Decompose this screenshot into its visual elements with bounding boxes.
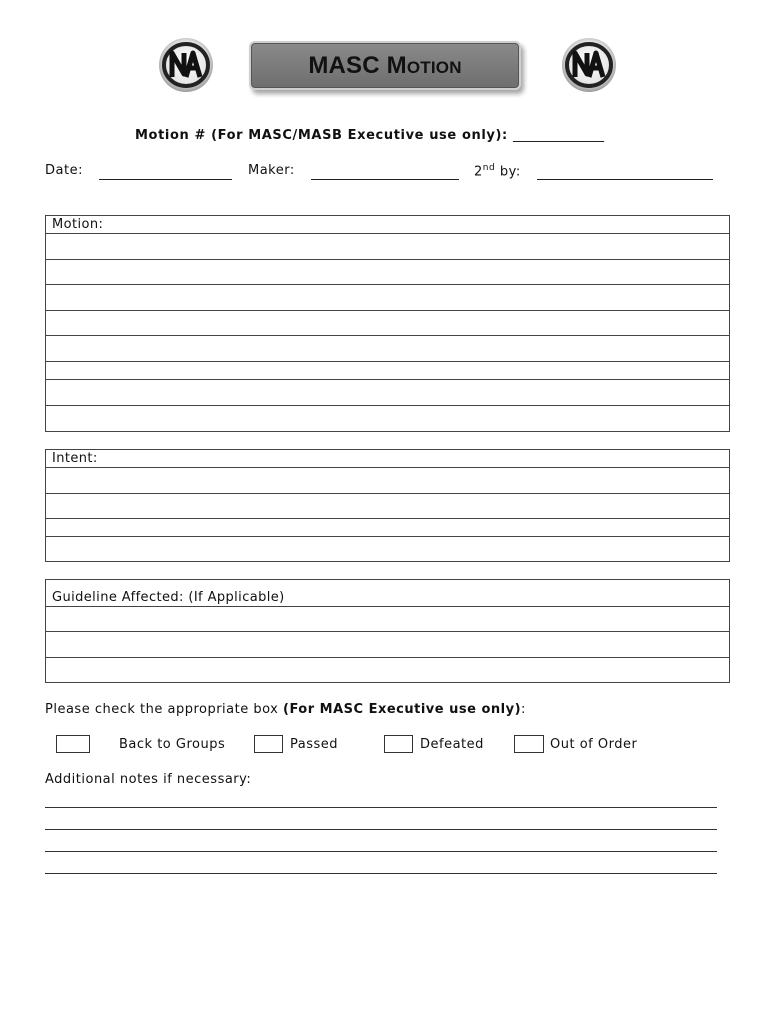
second-by-label [474,163,521,179]
passed-checkbox[interactable] [254,735,283,753]
na-logo-icon [560,36,618,94]
motion-number-label: Motion # (For MASC/MASB Executive use only): [135,128,508,143]
intent-section [45,449,730,562]
guideline-line[interactable] [46,658,729,682]
second-by-label-number: 2 [474,164,483,180]
back-to-groups-checkbox[interactable] [56,735,90,753]
intent-section-label: Intent: [46,450,729,468]
guideline-line[interactable] [46,607,729,632]
additional-notes-label: Additional notes if necessary: [45,772,252,787]
title-banner [249,41,521,90]
motion-line[interactable] [46,260,729,285]
intent-line[interactable] [46,537,729,561]
motion-line[interactable] [46,285,729,311]
maker-field[interactable] [311,179,459,180]
motion-line[interactable] [46,380,729,406]
na-logo-icon [157,36,215,94]
guideline-section-label: Guideline Affected: (If Applicable) [46,580,729,607]
motion-number-blank[interactable]: ______________ [512,128,604,143]
motion-line[interactable] [46,336,729,362]
intent-line[interactable] [46,519,729,537]
motion-number-line [135,128,604,143]
out-of-order-checkbox[interactable] [514,735,544,753]
second-by-label-text: by: [495,164,521,180]
date-label: Date: [45,163,83,178]
notes-line[interactable] [45,829,717,830]
defeated-label: Defeated [420,737,484,752]
defeated-checkbox[interactable] [384,735,413,753]
date-field[interactable] [99,179,232,180]
second-by-field[interactable] [537,179,713,180]
motion-line[interactable] [46,406,729,431]
second-by-label-suffix: nd [482,163,496,173]
page-title: MASC Motion [308,51,462,79]
passed-label: Passed [290,737,339,752]
motion-section-label: Motion: [46,216,729,234]
notes-line[interactable] [45,873,717,874]
notes-line[interactable] [45,807,717,808]
out-of-order-label: Out of Order [550,737,638,752]
intent-line[interactable] [46,494,729,519]
intent-line[interactable] [46,468,729,494]
check-prompt-text: Please check the appropriate box [45,702,283,717]
motion-line[interactable] [46,362,729,380]
check-prompt [45,702,526,717]
back-to-groups-label: Back to Groups [119,737,226,752]
maker-label: Maker: [248,163,295,178]
check-prompt-colon: : [521,702,526,717]
guideline-section [45,579,730,683]
motion-section [45,215,730,432]
guideline-line[interactable] [46,632,729,658]
check-prompt-bold: (For MASC Executive use only) [283,702,522,717]
motion-line[interactable] [46,311,729,336]
notes-line[interactable] [45,851,717,852]
motion-line[interactable] [46,234,729,260]
